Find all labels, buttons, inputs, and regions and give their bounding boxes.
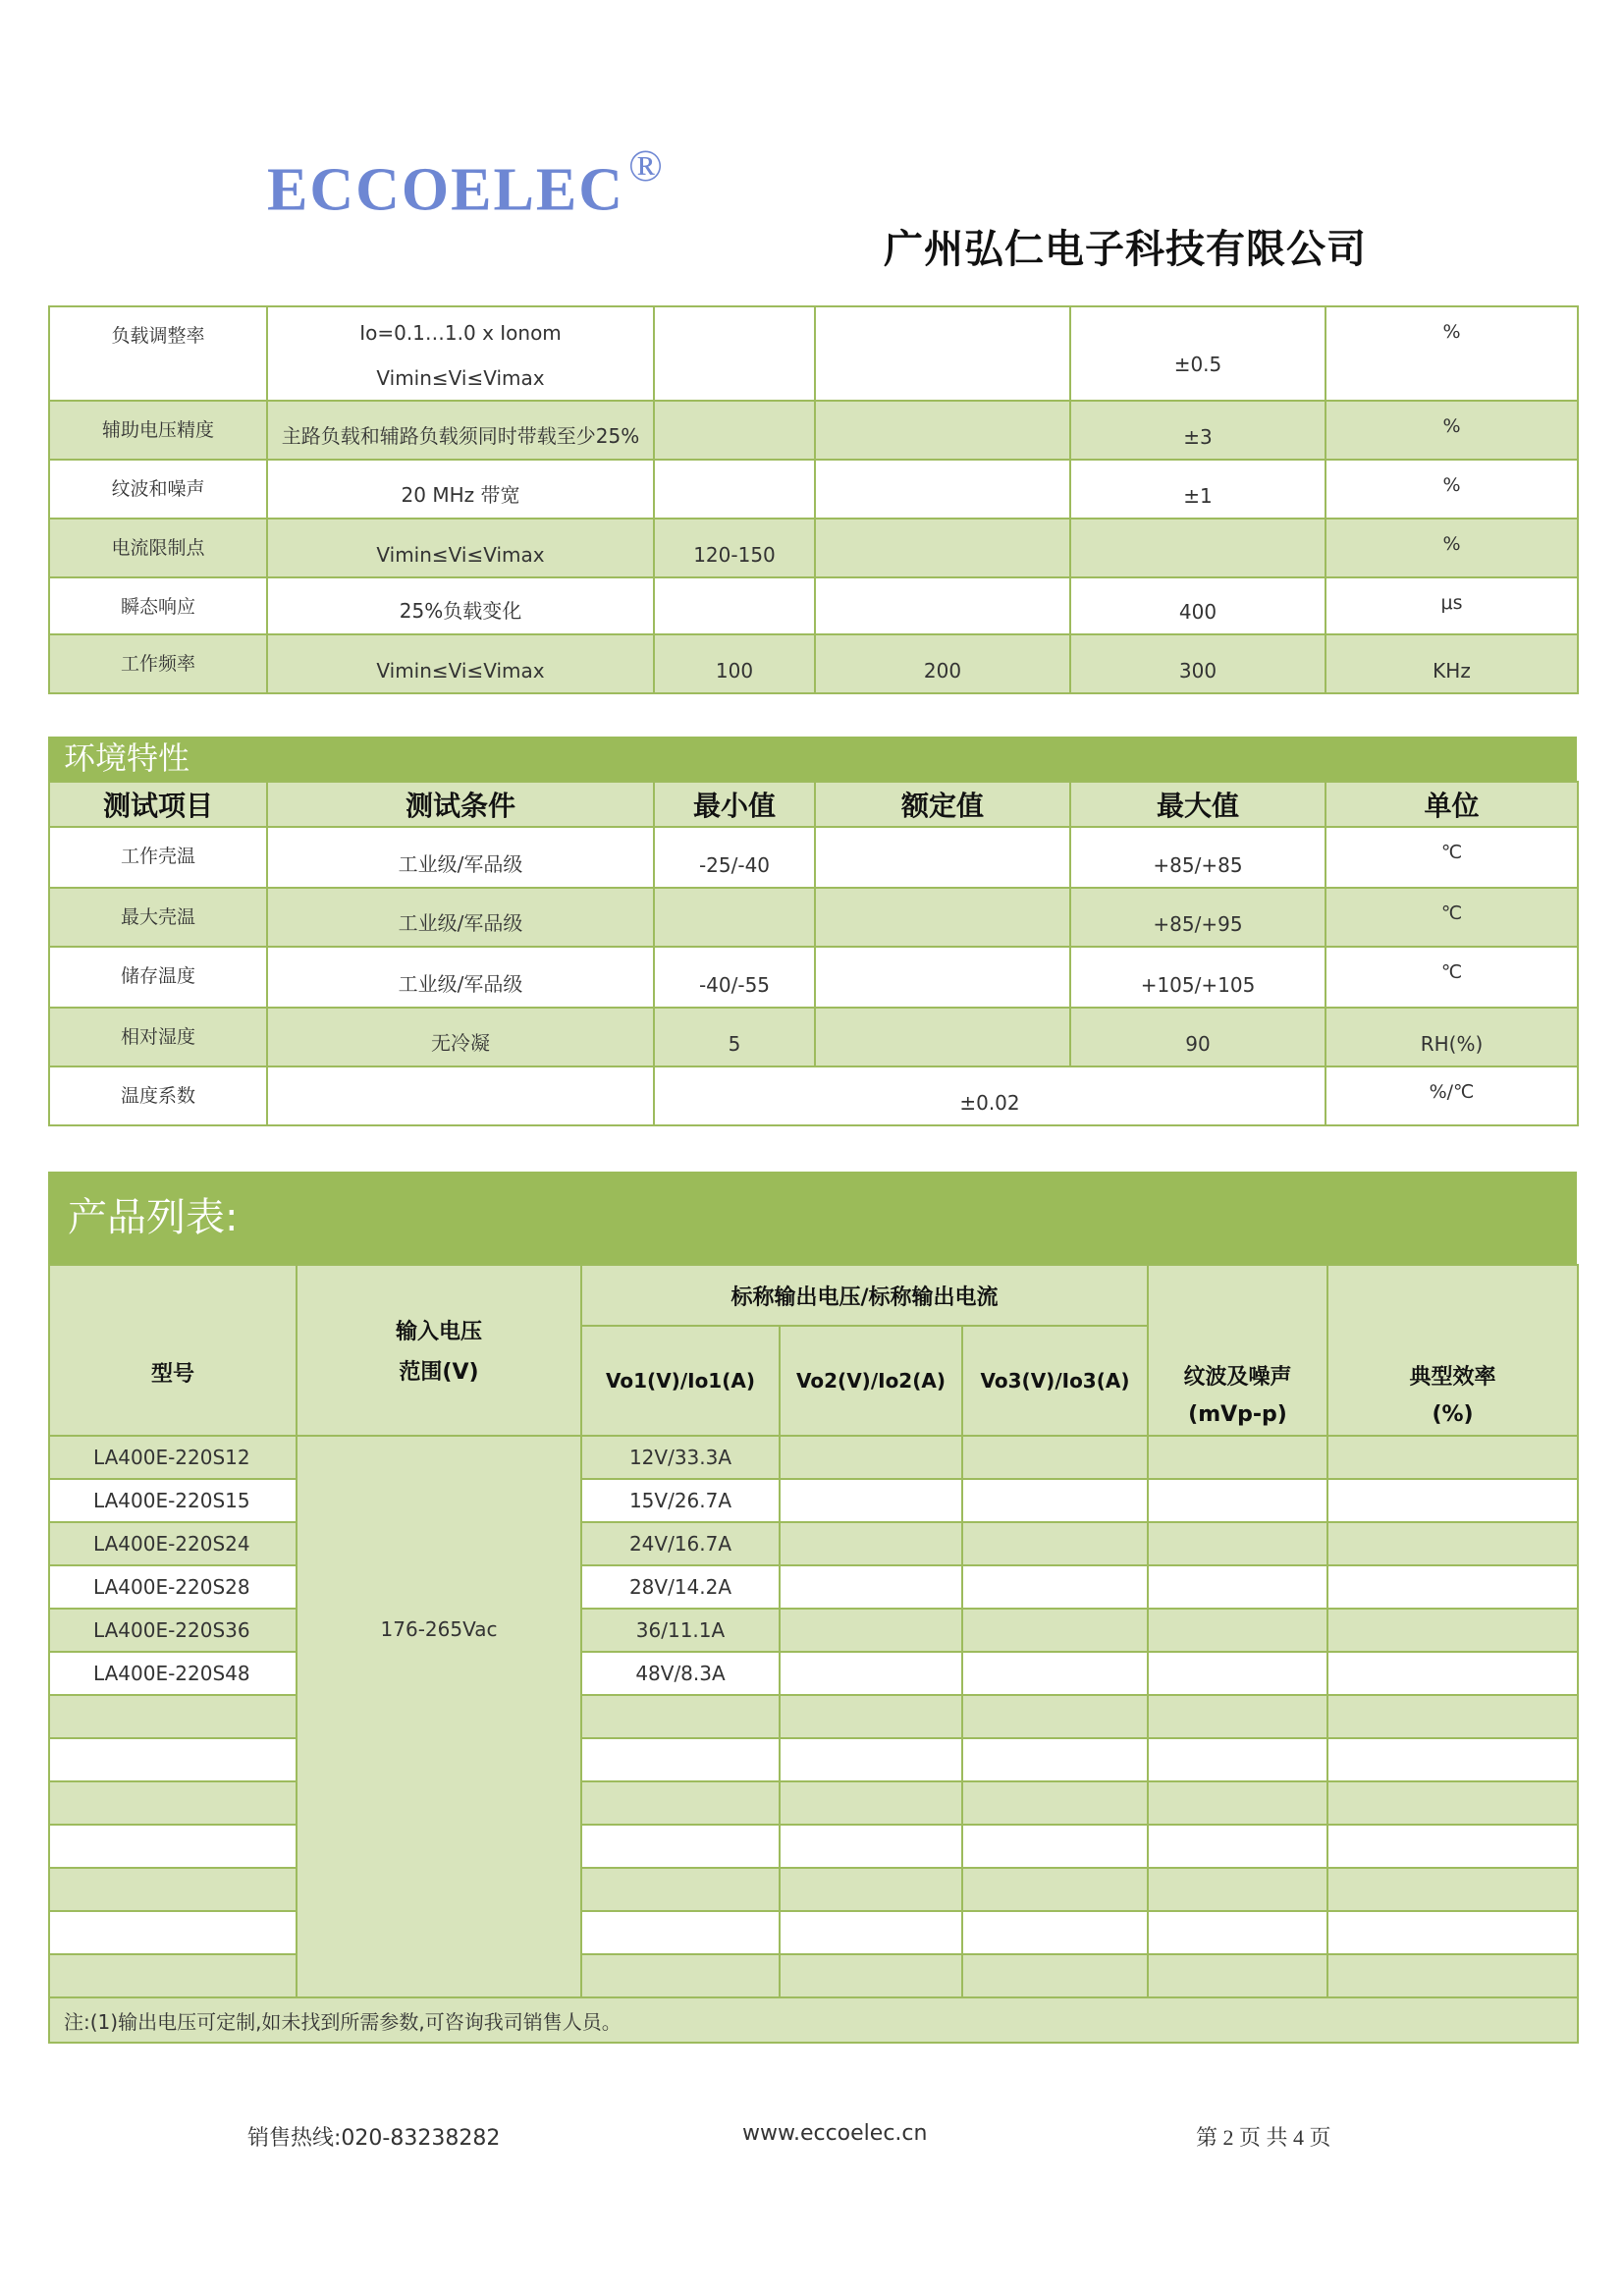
table-row: 辅助电压精度 主路负载和辅路负载须同时带载至少25% ±3 % (49, 401, 1578, 460)
table-row: 相对湿度 无冷凝 5 90 RH(%) (49, 1008, 1578, 1066)
table-row: 温度系数 ±0.02 %/℃ (49, 1066, 1578, 1125)
product-section-title: 产品列表: (48, 1172, 1577, 1264)
note-row (49, 1997, 1578, 2043)
table-row: 纹波和噪声 20 MHz 带宽 ±1 % (49, 460, 1578, 519)
company-name: 广州弘仁电子科技有限公司 (884, 227, 1367, 272)
table-row: 储存温度 工业级/军品级 -40/-55 +105/+105 ℃ (49, 947, 1578, 1008)
table-header-row: 测试项目 测试条件 最小值 额定值 最大值 单位 (49, 782, 1578, 827)
table-row: 电流限制点 Vimin≤Vi≤Vimax 120-150 % (49, 519, 1578, 577)
table-row (49, 1825, 1578, 1868)
footer-page-number: 第 2 页 共 4 页 (1196, 2125, 1331, 2150)
table-row (49, 1781, 1578, 1825)
table-row: LA400E-220S48 48V/8.3A (49, 1652, 1578, 1695)
product-table (48, 1264, 1579, 2044)
env-section-title: 环境特性 (48, 737, 1577, 781)
table-row: 负载调整率 Io=0.1…1.0 x Ionom Vimin≤Vi≤Vimax ±0.5 % (49, 306, 1578, 401)
table-row: LA400E-220S28 28V/14.2A (49, 1565, 1578, 1609)
table-header-row: Vo1(V)/Io1(A) Vo2(V)/Io2(A) Vo3(V)/Io3(A) (49, 1326, 1578, 1436)
table-row (49, 1695, 1578, 1738)
footer-hotline: 销售热线:020-83238282 (247, 2126, 501, 2151)
product-note: 注:(1)输出电压可定制,如未找到所需参数,可咨询我司销售人员。 (49, 1997, 1578, 2043)
company-logo: ECCOELEC® (267, 140, 665, 224)
table-row: 最大壳温 工业级/军品级 +85/+95 ℃ (49, 888, 1578, 947)
table-row: LA400E-220S24 24V/16.7A (49, 1522, 1578, 1565)
table-row: 工作壳温 工业级/军品级 -25/-40 +85/+85 ℃ (49, 827, 1578, 888)
table-row: 工作频率 Vimin≤Vi≤Vimax 100 200 300 KHz (49, 634, 1578, 693)
env-table (48, 781, 1579, 1126)
table-row: LA400E-220S15 15V/26.7A (49, 1479, 1578, 1522)
table-row (49, 1868, 1578, 1911)
table-row: LA400E-220S12 176-265Vac 12V/33.3A (49, 1436, 1578, 1479)
table-header-row: 型号 输入电压 范围(V) 标称输出电压/标称输出电流 纹波及噪声 (mVp-p) 典型效率 (%) (49, 1265, 1578, 1326)
table-row (49, 1911, 1578, 1954)
spec-table (48, 305, 1579, 694)
table-row: LA400E-220S36 36/11.1A (49, 1609, 1578, 1652)
table-row: 瞬态响应 25%负载变化 400 μs (49, 577, 1578, 634)
table-row (49, 1738, 1578, 1781)
footer-website[interactable]: www.eccoelec.cn (742, 2121, 928, 2146)
table-row (49, 1954, 1578, 1997)
